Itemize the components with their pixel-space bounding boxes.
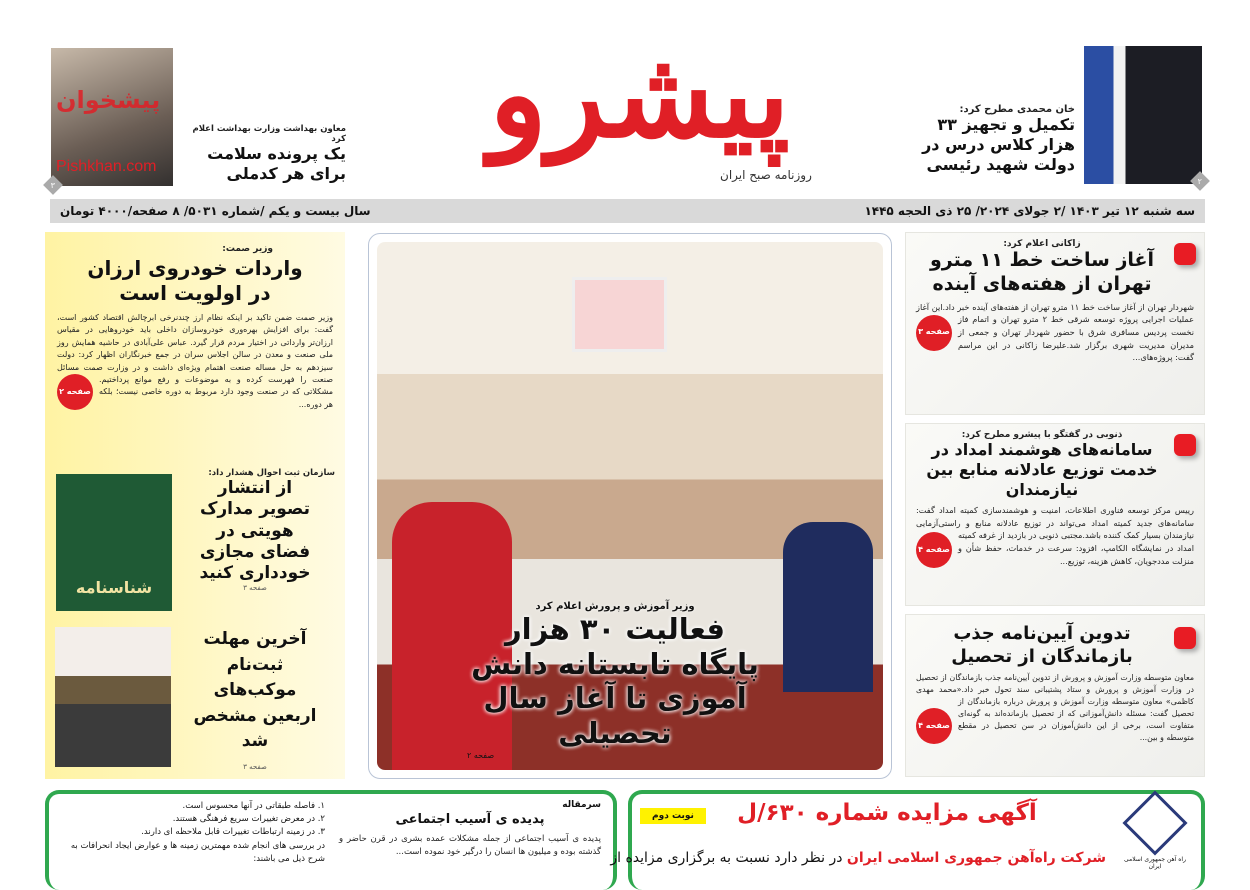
headline: واردات خودروی ارزان در اولویت است [87, 256, 303, 305]
headline: یک پرونده سلامت برای هر کدملی [207, 144, 346, 183]
logo-text: پیشرو [489, 24, 790, 165]
page-ref: صفحه ۳ [243, 584, 267, 593]
page-badge[interactable]: صفحه ۳ [916, 315, 952, 351]
issue-info: سال بیست و یکم /شماره ۵۰۳۱/ ۸ صفحه/۴۰۰۰ تومان [60, 204, 371, 218]
page-badge[interactable]: صفحه ۴ [916, 708, 952, 744]
news-box-metro[interactable] [905, 232, 1205, 415]
kicker: وزیر صمت: [222, 244, 273, 254]
editorial-list-item: ۲. در معرض تغییرات سریع فرهنگی هستند. [172, 814, 325, 825]
kicker: ذنوبی در گفتگو با پیشرو مطرح کرد: [961, 430, 1123, 440]
headline: تکمیل و تجهیز ۳۳ هزار کلاس درس در دولت شهید رئیسی [922, 115, 1075, 174]
editorial-body: پدیده ی آسیب اجتماعی از جمله مشکلات عمده بشری در قرن حاضر و گذشته بوده و میلیون ها انسان را درگیر خود نموده است... [339, 834, 601, 858]
article-body: شهردار تهران از آغاز ساخت خط ۱۱ مترو تهران از هفته‌های آینده خبر داد.این آغاز عملیات اجرایی پروژه توسعه شرقی خط ۲ مترو تهران و اتمام فاز نخست پردیس مسافری شرق با حضور شهردار تهران و جمعی از مدیران مدیریت شهری برگزار شد.علیرضا زاکانی در این مراسم گفت: پروژه‌های... [916, 301, 1194, 363]
headline: آخرین مهلت ثبت‌نام موکب‌های اربعین مشخص شد [193, 629, 317, 751]
kicker: سازمان ثبت احوال هشدار داد: [208, 468, 335, 478]
editorial-list-item: ۳. در زمینه ارتباطات تغییرات قابل ملاحظه ای دارند. [141, 827, 325, 838]
lead-page[interactable]: صفحه ۲ [467, 751, 495, 760]
headline: آغاز ساخت خط ۱۱ مترو تهران از هفته‌های آینده [929, 249, 1155, 295]
page-badge[interactable]: صفحه ۲ [57, 374, 93, 410]
editorial-title: پدیده ی آسیب اجتماعی [395, 812, 545, 827]
page-badge[interactable]: صفحه ۴ [916, 532, 952, 568]
watermark: پیشخوان [56, 86, 161, 114]
auction-ad[interactable] [610, 790, 1205, 890]
date-bar [50, 199, 1205, 223]
top-left-teaser[interactable] [48, 46, 348, 191]
tagline: روزنامه صبح ایران [720, 168, 812, 182]
news-id-documents[interactable] [45, 468, 345, 608]
news-box-relief[interactable] [905, 423, 1205, 606]
lead-kicker: وزیر آموزش و پرورش اعلام کرد [535, 600, 695, 612]
date: سه شنبه ۱۲ تیر ۱۴۰۳ /۲ جولای ۲۰۲۴/ ۲۵ ذی الحجه ۱۴۴۵ [864, 204, 1195, 218]
railway-logo: راه آهن جمهوری اسلامی ایران [1119, 800, 1191, 876]
editorial-list-item: ۱. فاصله طبقاتی در آنها محسوس است. [182, 801, 325, 811]
kicker: معاون بهداشت وزارت بهداشت اعلام کرد [192, 124, 346, 144]
headline: از انتشار تصویر مدارک هویتی در فضای مجازی خودداری کنید [199, 478, 311, 583]
article-body: معاون متوسطه وزارت آموزش و پرورش از تدوین آیین‌نامه جذب بازماندگان از تحصیل در وزارت آموزش و پرورش و ستاد پشتیبانی سند تحول خبر داد.«محمد مهدی کاظمی» معاون متوسطه وزارت آموزش و پرورش درباره بازماندگان از تحصیل گفت: مسئله دانش‌آموزانی که از تحصیل بازمانده‌اند به گونه‌ای متفاوت است، برخی از این دانش‌آموزان در سن تحصیل در مقطع متوسطه و بین... [916, 673, 1194, 743]
lead-headline: فعالیت ۳۰ هزار پایگاه تابستانه دانش آموزی تا آغاز سال تحصیلی [471, 611, 759, 751]
id-photo: شناسنامه [56, 474, 172, 611]
kicker: زاکانی اعلام کرد: [1003, 239, 1081, 249]
ad-badge: نوبت دوم [640, 808, 706, 824]
news-box-dropouts[interactable] [905, 614, 1205, 777]
masthead-logo [489, 10, 820, 195]
page-number-tag: ۲ [1190, 171, 1210, 191]
watermark-url: Pishkhan.com [56, 158, 157, 175]
ad-company: شرکت راه‌آهن جمهوری اسلامی ایران [846, 850, 1106, 866]
editorial-box[interactable] [45, 790, 617, 890]
article-body: رییس مرکز توسعه فناوری اطلاعات، امنیت و هوشمندسازی کمیته امداد گفت: سامانه‌های جدید کمیته امداد می‌تواند در توزیع عادلانه منابع و راستی‌آزمایی نیازمندان بسیار کمک کننده باشد.مجتبی ذنوبی در بازدید از غرفه کمیته امداد در نمایشگاه الکامپ، افزود: سرعت در خدمات، حفظ شأن و منزلت مددجویان، کاهش هزینه، توزیع... [916, 505, 1194, 566]
lead-photo [377, 242, 883, 770]
left-column [45, 232, 345, 779]
lead-story[interactable] [368, 233, 892, 779]
article-body: وزیر صمت ضمن تاکید بر اینکه نظام ارز چندنرخی ابرچالش اقتصاد کشور است، گفت: برای افزایش بهره‌وری خودروسازان داخلی باید خودروهایی در مقیاس ارزان‌تر وارداتی در اختیار مردم قرار گیرد. عباس علی‌آبادی در حاشیه همایش روز ملی صنعت و معدن در سالن اجلاس سران در جمع خبرنگاران اظهار کرد: دولت سیزدهم به حل مساله صنعت اهتمام ویژه‌ای داشت و در وزارت صمت مسائل صنعت را فهرست کرده و به موضوعات و رفع موانع پرداختیم. مشکلاتی که در صنعت وجود دارد مربوط به دوره خاصی نیست؛ بلکه هر دوره... [57, 313, 333, 409]
ad-body: در نظر دارد نسبت به برگزاری مزایده از [610, 850, 847, 866]
page-number-tag: ۳ [43, 175, 63, 195]
ad-title: آگهی مزایده شماره ۶۳۰/ل [737, 800, 1037, 826]
headline: سامانه‌های هوشمند امداد در خدمت توزیع عادلانه منابع بین نیازمندان [926, 440, 1158, 499]
top-right-teaser[interactable] [905, 46, 1205, 191]
headline: تدوین آیین‌نامه جذب بازماندگان از تحصیل [951, 623, 1133, 667]
arbaeen-photo [55, 627, 171, 767]
editorial-label: سرمقاله [562, 800, 601, 810]
teaser-photo [1084, 46, 1202, 184]
kicker: خان محمدی مطرح کرد: [959, 104, 1075, 115]
news-main-cars[interactable] [45, 232, 345, 462]
page-ref: صفحه ۳ [243, 762, 267, 771]
editorial-list-item: در بررسی های انجام شده مهمترین زمینه ها و عوارض ایجاد انحرافات به شرح ذیل می باشند: [70, 840, 325, 864]
news-arbaeen[interactable] [45, 627, 345, 777]
